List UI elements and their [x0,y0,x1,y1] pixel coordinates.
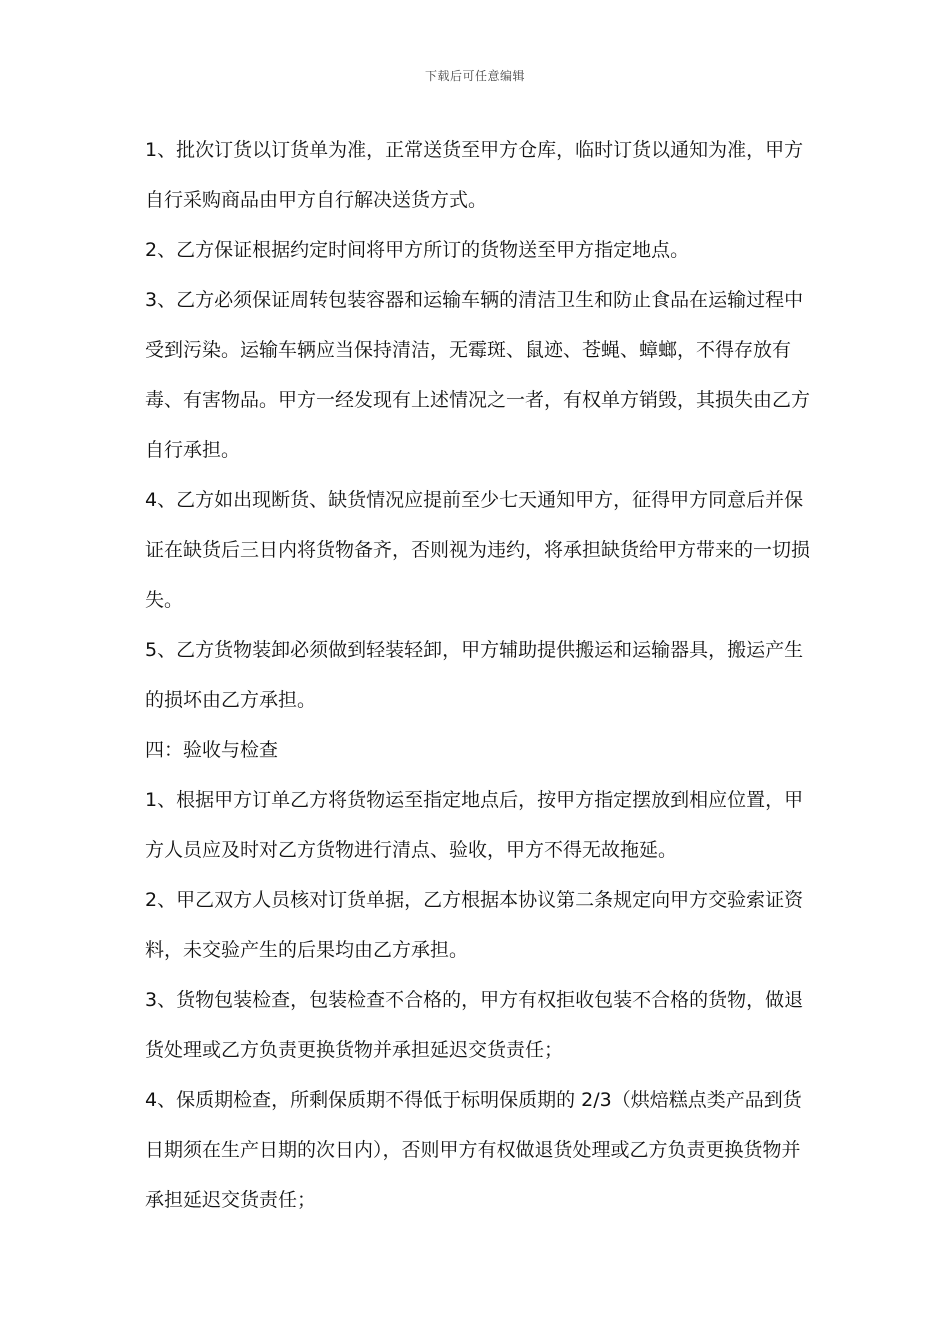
paragraph-delivery-order: 1、批次订货以订货单为准，正常送货至甲方仓库，临时订货以通知为准，甲方自行采购商品由甲方自行解决送货方式。 [145,139,804,211]
paragraph-shelf-life-check: 4、保质期检查，所剩保质期不得低于标明保质期的 2/3（烘焙糕点类产品到货日期须在生产日期的次日内），否则甲方有权做退货处理或乙方负责更换货物并承担延迟交货责任； [145,1089,802,1211]
paragraph-packaging-check: 3、货物包装检查，包装检查不合格的，甲方有权拒收包装不合格的货物，做退货处理或乙方负责更换货物并承担延迟交货责任； [145,989,804,1061]
paragraph-receiving-check: 1、根据甲方订单乙方将货物运至指定地点后，按甲方指定摆放到相应位置，甲方人员应及时对乙方货物进行清点、验收，甲方不得无故拖延。 [145,789,804,861]
paragraph-document-check: 2、甲乙双方人员核对订货单据，乙方根据本协议第二条规定向甲方交验索证资料，未交验产生的后果均由乙方承担。 [145,889,804,961]
paragraph-transport-hygiene: 3、乙方必须保证周转包装容器和运输车辆的清洁卫生和防止食品在运输过程中受到污染。运输车辆应当保持清洁，无霉斑、鼠迹、苍蝇、蟑螂，不得存放有毒、有害物品。甲方一经发现有上述情况之一者，有权单方销毁，其损失由乙方自行承担。 [145,289,811,461]
header-note: 下载后可任意编辑 [424,69,525,83]
paragraph-delivery-time: 2、乙方保证根据约定时间将甲方所订的货物送至甲方指定地点。 [145,239,690,261]
paragraph-loading-unloading: 5、乙方货物装卸必须做到轻装轻卸，甲方辅助提供搬运和运输器具，搬运产生的损坏由乙方承担。 [145,639,804,711]
section-heading-inspection: 四：验收与检查 [145,739,279,761]
document-body [145,125,810,1225]
paragraph-stock-shortage: 4、乙方如出现断货、缺货情况应提前至少七天通知甲方，征得甲方同意后并保证在缺货后三日内将货物备齐，否则视为违约，将承担缺货给甲方带来的一切损失。 [145,489,811,611]
